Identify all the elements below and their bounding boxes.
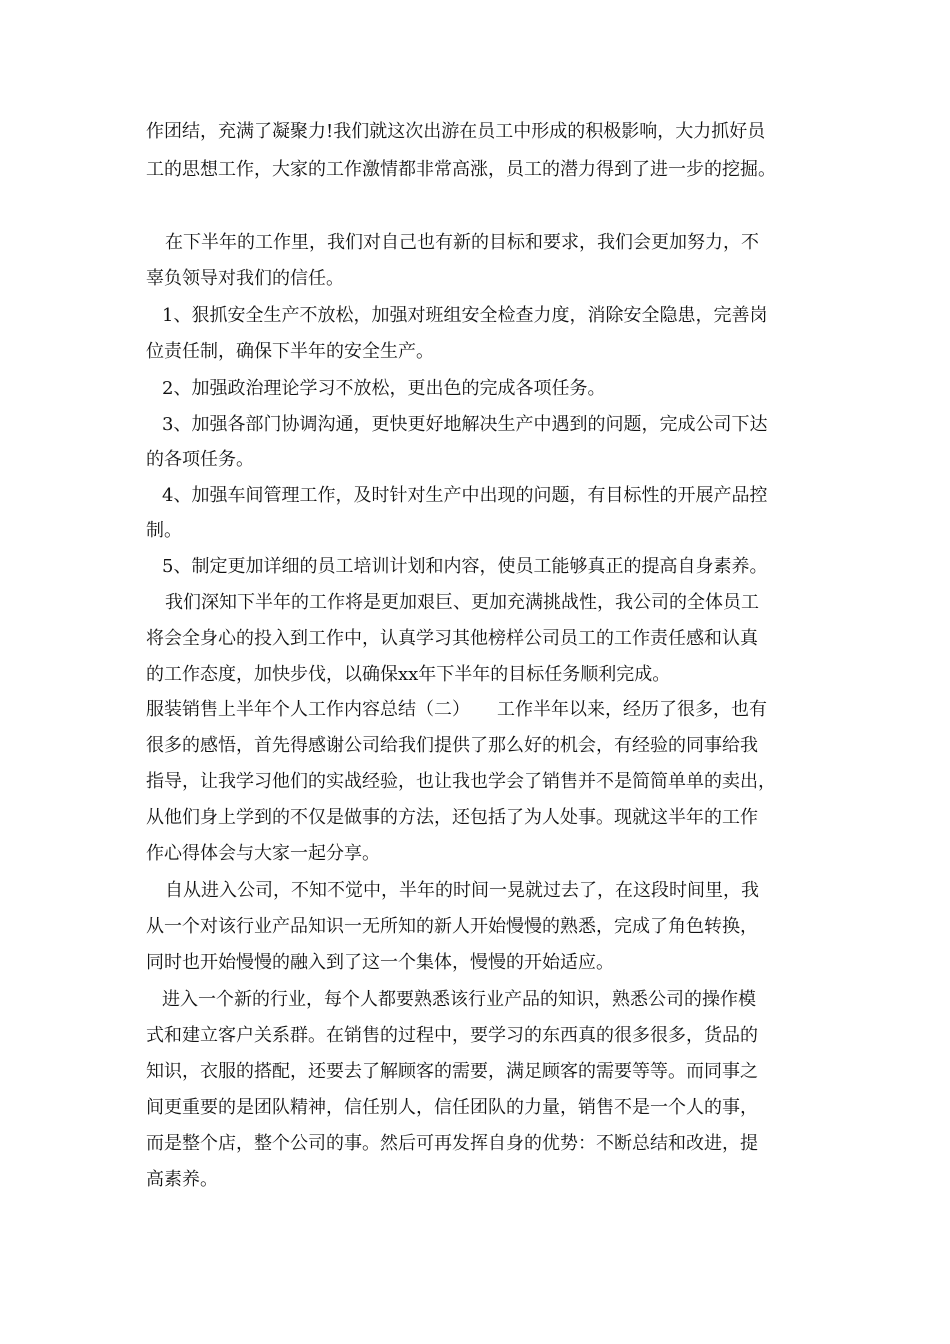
text-line: 的各项任务。 — [146, 449, 254, 470]
text-line: 式和建立客户关系群。在销售的过程中，要学习的东西真的很多很多，货品的 — [146, 1025, 758, 1046]
text-line: 很多的感悟，首先得感谢公司给我们提供了那么好的机会，有经验的同事给我 — [146, 735, 758, 756]
section-heading-line: 服装销售上半年个人工作内容总结（二） 工作半年以来，经历了很多，也有 — [146, 699, 767, 720]
text-line: 进入一个新的行业，每个人都要熟悉该行业产品的知识，熟悉公司的操作模 — [162, 989, 756, 1010]
text-line: 知识，衣服的搭配，还要去了解顾客的需要，满足顾客的需要等等。而同事之 — [146, 1061, 758, 1082]
text-line: 5、制定更加详细的员工培训计划和内容，使员工能够真正的提高自身素养。 — [162, 556, 768, 577]
text-line: 辜负领导对我们的信任。 — [146, 268, 344, 289]
text-line: 在下半年的工作里，我们对自己也有新的目标和要求，我们会更加努力，不 — [165, 232, 759, 253]
text-line: 1、狠抓安全生产不放松，加强对班组安全检查力度，消除安全隐患，完善岗 — [162, 305, 768, 326]
text-line: 从他们身上学到的不仅是做事的方法，还包括了为人处事。现就这半年的工作 — [146, 807, 758, 828]
text-line: 作团结，充满了凝聚力!我们就这次出游在员工中形成的积极影响，大力抓好员 — [146, 121, 766, 142]
text-line: 从一个对该行业产品知识一无所知的新人开始慢慢的熟悉，完成了角色转换， — [146, 916, 758, 937]
text-line: 2、加强政治理论学习不放松，更出色的完成各项任务。 — [162, 378, 606, 399]
text-line: 将会全身心的投入到工作中，认真学习其他榜样公司员工的工作责任感和认真 — [146, 628, 758, 649]
text-line: 3、加强各部门协调沟通，更快更好地解决生产中遇到的问题，完成公司下达 — [162, 414, 768, 435]
text-line: 指导，让我学习他们的实战经验，也让我也学会了销售并不是简简单单的卖出， — [146, 771, 776, 792]
text-line: 高素养。 — [146, 1169, 218, 1190]
text-line: 而是整个店，整个公司的事。然后可再发挥自身的优势：不断总结和改进，提 — [146, 1133, 758, 1154]
text-line: 的工作态度，加快步伐，以确保xx年下半年的目标任务顺利完成。 — [146, 664, 671, 685]
text-line: 4、加强车间管理工作，及时针对生产中出现的问题，有目标性的开展产品控 — [162, 485, 768, 506]
text-line: 制。 — [146, 520, 182, 541]
text-line: 我们深知下半年的工作将是更加艰巨、更加充满挑战性，我公司的全体员工 — [165, 592, 759, 613]
text-line: 间更重要的是团队精神，信任别人，信任团队的力量，销售不是一个人的事， — [146, 1097, 758, 1118]
text-line: 同时也开始慢慢的融入到了这一个集体，慢慢的开始适应。 — [146, 952, 614, 973]
text-line: 位责任制，确保下半年的安全生产。 — [146, 341, 434, 362]
text-line: 作心得体会与大家一起分享。 — [146, 843, 380, 864]
text-line: 工的思想工作，大家的工作激情都非常高涨，员工的潜力得到了进一步的挖掘。 — [146, 159, 776, 180]
text-line: 自从进入公司，不知不觉中，半年的时间一晃就过去了，在这段时间里，我 — [165, 880, 759, 901]
